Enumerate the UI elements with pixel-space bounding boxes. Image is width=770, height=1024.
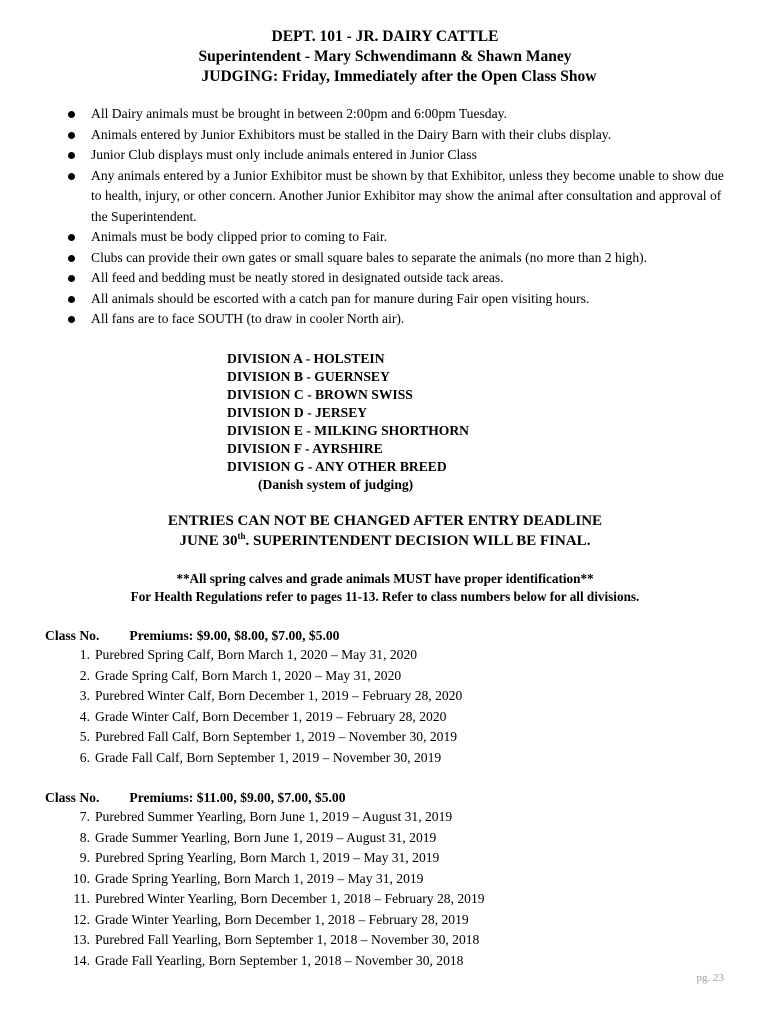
class-group-header <box>45 789 485 807</box>
rule-item: All feed and bedding must be neatly stored in designated outside tack areas. <box>68 268 728 289</box>
bullet-icon <box>68 173 75 180</box>
bullet-icon <box>68 316 75 323</box>
class-item: 6. Grade Fall Calf, Born September 1, 2019 – November 30, 2019 <box>79 749 442 765</box>
entries-line-1: ENTRIES CAN NOT BE CHANGED AFTER ENTRY DEADLINE <box>167 513 603 529</box>
class-group-yearlings <box>45 789 485 971</box>
bullet-icon <box>68 255 75 262</box>
rule-item: Animals must be body clipped prior to coming to Fair. <box>68 227 728 248</box>
rule-item: Clubs can provide their own gates or small square bales to separate the animals (no more than 2 high). <box>68 248 728 269</box>
class-item: 7. Purebred Summer Yearling, Born June 1, 2019 – August 31, 2019 <box>79 809 453 824</box>
identification-line: **All spring calves and grade animals MUST have proper identification** <box>176 571 594 586</box>
bullet-icon <box>68 234 75 241</box>
class-item: 4. Grade Winter Calf, Born December 1, 2019 – February 28, 2020 <box>79 708 447 724</box>
bullet-icon <box>68 275 75 282</box>
division-item: DIVISION E - MILKING SHORTHORN <box>227 423 469 438</box>
superintendent-line: Superintendent - Mary Schwendimann & Shawn Maney <box>198 48 572 65</box>
class-item: 11. Purebred Winter Yearling, Born December 1, 2018 – February 28, 2019 <box>73 891 485 906</box>
rule-item: All Dairy animals must be brought in between 2:00pm and 6:00pm Tuesday. <box>68 104 728 125</box>
division-item: DIVISION G - ANY OTHER BREED <box>227 459 447 474</box>
class-list <box>45 645 462 768</box>
rule-item: Any animals entered by a Junior Exhibitor must be shown by that Exhibitor, unless they become unable to show due to health, injury, or other concern. Another Junior Exhibitor may show the animal after consultation and approval of the Superintendent. <box>68 166 728 228</box>
class-item: 2. Grade Spring Calf, Born March 1, 2020 – May 31, 2020 <box>79 667 402 683</box>
class-item: 3. Purebred Winter Calf, Born December 1, 2019 – February 28, 2020 <box>79 688 463 703</box>
rule-item: All fans are to face SOUTH (to draw in cooler North air). <box>68 309 728 330</box>
premiums-label: Premiums: $9.00, $8.00, $7.00, $5.00 <box>129 628 340 643</box>
division-item: DIVISION D - JERSEY <box>227 405 368 420</box>
division-item: DIVISION C - BROWN SWISS <box>227 387 413 402</box>
class-group-calves <box>45 627 462 768</box>
divisions-list <box>227 350 469 494</box>
premiums-label: Premiums: $11.00, $9.00, $7.00, $5.00 <box>129 790 346 805</box>
page-number: pg. 23 <box>696 972 724 984</box>
class-no-label: Class No. <box>45 628 100 643</box>
bullet-icon <box>68 296 75 303</box>
rule-item: Animals entered by Junior Exhibitors must be stalled in the Dairy Barn with their clubs display. <box>68 125 728 146</box>
identification-notice <box>0 570 770 606</box>
division-item: DIVISION F - AYRSHIRE <box>227 441 383 456</box>
rule-item: All animals should be escorted with a catch pan for manure during Fair open visiting hours. <box>68 289 728 310</box>
judging-system-note: (Danish system of judging) <box>258 477 414 492</box>
rule-item: Junior Club displays must only include animals entered in Junior Class <box>68 145 728 166</box>
division-item: DIVISION A - HOLSTEIN <box>227 351 385 366</box>
department-title: DEPT. 101 - JR. DAIRY CATTLE <box>271 28 499 45</box>
judging-line: JUDGING: Friday, Immediately after the Open Class Show <box>201 68 597 85</box>
class-item: 14. Grade Fall Yearling, Born September 1, 2018 – November 30, 2018 <box>73 952 464 968</box>
class-item: 1. Purebred Spring Calf, Born March 1, 2020 – May 31, 2020 <box>79 647 418 662</box>
bullet-icon <box>68 152 75 159</box>
class-list <box>45 807 485 971</box>
bullet-icon <box>68 111 75 118</box>
document-header <box>0 27 770 87</box>
class-item: 10. Grade Spring Yearling, Born March 1, 2019 – May 31, 2019 <box>73 870 424 886</box>
class-item: 5. Purebred Fall Calf, Born September 1, 2019 – November 30, 2019 <box>79 729 458 744</box>
class-item: 9. Purebred Spring Yearling, Born March 1, 2019 – May 31, 2019 <box>79 850 440 865</box>
division-item: DIVISION B - GUERNSEY <box>227 369 390 384</box>
bullet-icon <box>68 132 75 139</box>
class-no-label: Class No. <box>45 790 100 805</box>
rules-list <box>68 104 728 330</box>
entries-line-2: JUNE 30th. SUPERINTENDENT DECISION WILL BE FINAL. <box>179 531 591 549</box>
class-item: 8. Grade Summer Yearling, Born June 1, 2019 – August 31, 2019 <box>79 829 437 845</box>
class-group-header <box>45 627 462 645</box>
entries-notice <box>0 511 770 551</box>
health-regulations-line: For Health Regulations refer to pages 11-13. Refer to class numbers below for all divisions. <box>130 589 640 604</box>
class-item: 12. Grade Winter Yearling, Born December 1, 2018 – February 28, 2019 <box>73 911 469 927</box>
class-item: 13. Purebred Fall Yearling, Born September 1, 2018 – November 30, 2018 <box>73 932 480 947</box>
